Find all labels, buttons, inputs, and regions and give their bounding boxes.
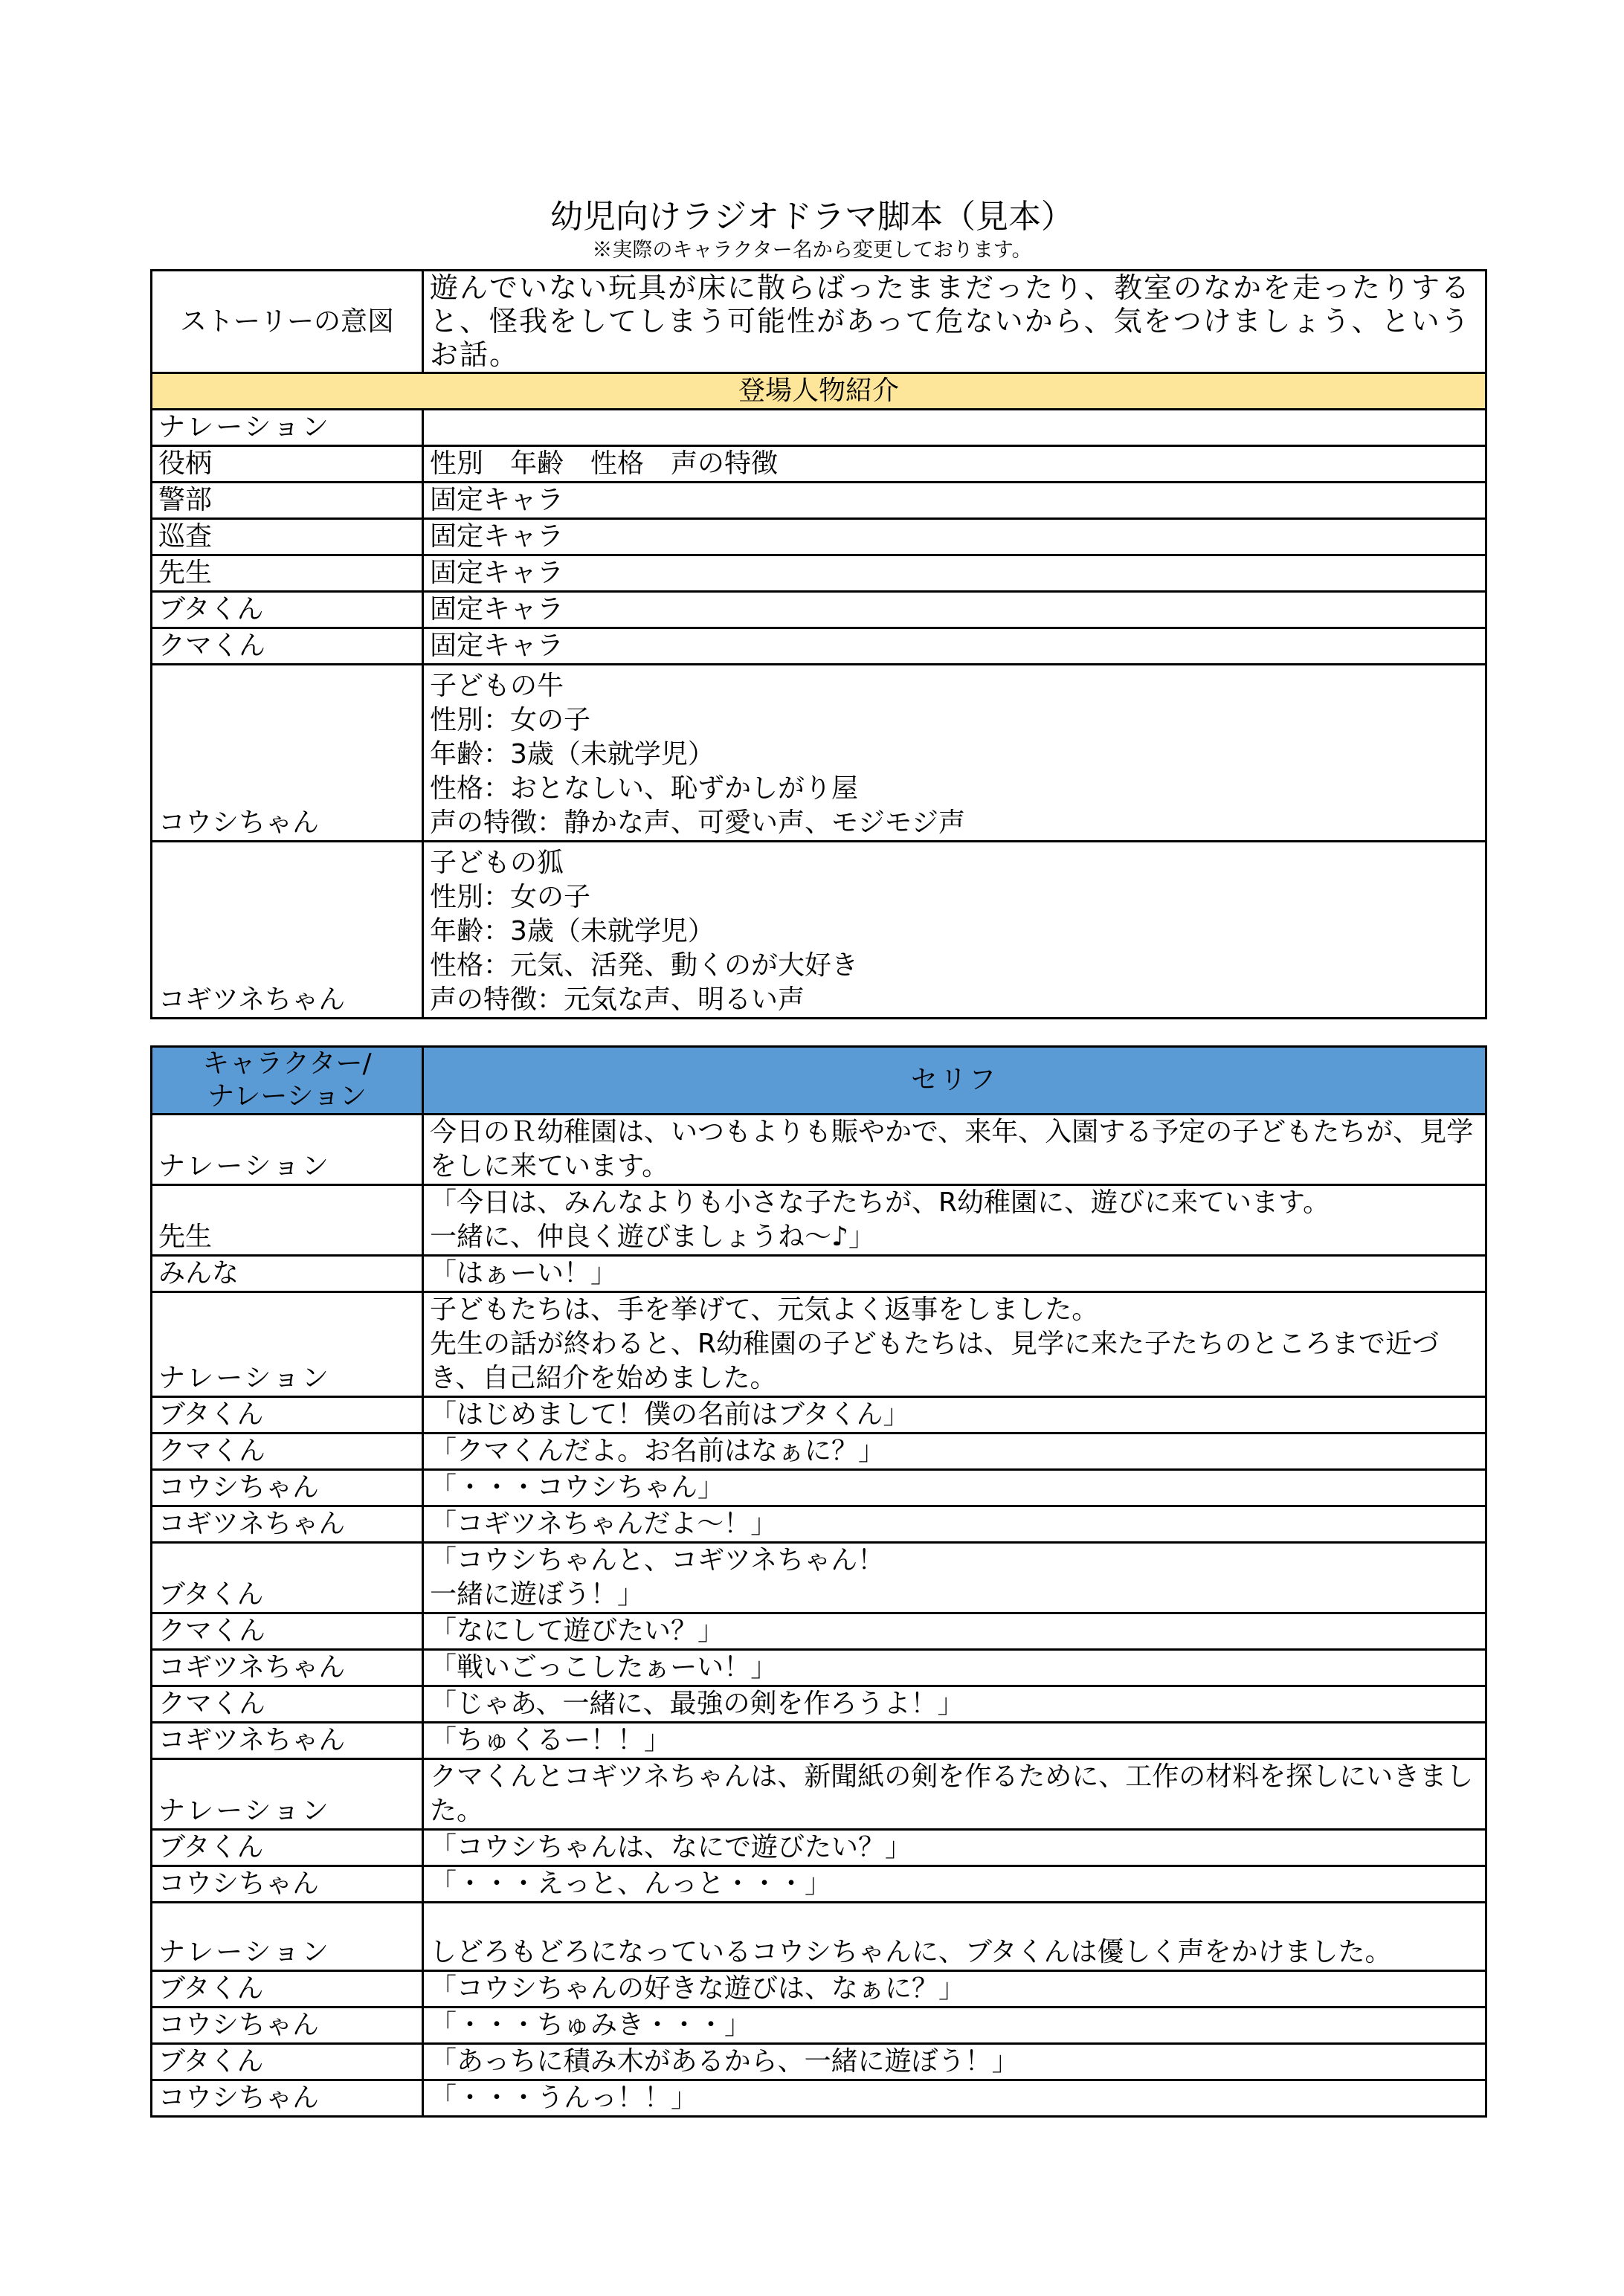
script-row bbox=[152, 1506, 1486, 1543]
section-header: 登場人物紹介 bbox=[152, 373, 1486, 410]
script-row bbox=[152, 2044, 1486, 2080]
line-text: 子どもたちは、手を挙げて、元気よく返事をしました。 先生の話が終わると、R幼稚園の子どもたちは、見学に来た子たちのところまで近づき、自己紹介を始めました。 bbox=[423, 1292, 1486, 1397]
line-text: 「コウシちゃんの好きな遊びは、なぁに？」 bbox=[423, 1971, 1486, 2008]
story-intent-label: ストーリーの意図 bbox=[152, 271, 423, 373]
page-title: 幼児向けラジオドラマ脚本（見本） bbox=[550, 198, 1074, 236]
line-text: 「ちゅくるー！！」 bbox=[423, 1723, 1486, 1759]
speaker: ブタくん bbox=[152, 1543, 423, 1613]
line-text: 「クマくんだよ。お名前はなぁに？」 bbox=[423, 1434, 1486, 1470]
character-profile-table bbox=[150, 269, 1487, 1019]
line-text: 「コウシちゃんは、なにで遊びたい？」 bbox=[423, 1830, 1486, 1866]
script-row bbox=[152, 1650, 1486, 1686]
narration-value bbox=[423, 410, 1486, 446]
character-row bbox=[152, 519, 1486, 555]
character-name: 警部 bbox=[152, 483, 423, 519]
speaker: ナレーション bbox=[152, 1292, 423, 1397]
line-text: 「あっちに積み木があるから、一緒に遊ぼう！」 bbox=[423, 2044, 1486, 2080]
character-row bbox=[152, 483, 1486, 519]
character-name: コギツネちゃん bbox=[152, 842, 423, 1019]
script-row bbox=[152, 1434, 1486, 1470]
speaker: コウシちゃん bbox=[152, 2008, 423, 2044]
line-text: 「はじめまして！僕の名前はブタくん」 bbox=[423, 1397, 1486, 1434]
line-text: 「・・・コウシちゃん」 bbox=[423, 1470, 1486, 1506]
line-text: 「戦いごっこしたぁーい！」 bbox=[423, 1650, 1486, 1686]
script-row bbox=[152, 1292, 1486, 1397]
line-text: 「コギツネちゃんだよ〜！」 bbox=[423, 1506, 1486, 1543]
narration-label: ナレーション bbox=[152, 410, 423, 446]
speaker: ブタくん bbox=[152, 1971, 423, 2008]
line-text: 「今日は、みんなよりも小さな子たちが、R幼稚園に、遊びに来ています。 一緒に、仲良く遊びましょうね〜♪」 bbox=[423, 1185, 1486, 1256]
narration-row bbox=[152, 410, 1486, 446]
script-row bbox=[152, 1470, 1486, 1506]
speaker: ブタくん bbox=[152, 2044, 423, 2080]
character-name: ブタくん bbox=[152, 592, 423, 628]
character-desc: 固定キャラ bbox=[423, 592, 1486, 628]
script-row bbox=[152, 2080, 1486, 2117]
script-row bbox=[152, 1397, 1486, 1434]
script-row bbox=[152, 1866, 1486, 1903]
character-column-header: キャラクター/ ナレーション bbox=[152, 1047, 423, 1115]
script-row bbox=[152, 1686, 1486, 1723]
speaker: クマくん bbox=[152, 1434, 423, 1470]
script-row bbox=[152, 1115, 1486, 1185]
line-text: 「じゃあ、一緒に、最強の剣を作ろうよ！」 bbox=[423, 1686, 1486, 1723]
character-name: クマくん bbox=[152, 628, 423, 665]
script-header-row bbox=[152, 1047, 1486, 1115]
speaker: コギツネちゃん bbox=[152, 1723, 423, 1759]
character-desc: 固定キャラ bbox=[423, 555, 1486, 592]
speaker: コギツネちゃん bbox=[152, 1650, 423, 1686]
line-text: 今日のＲ幼稚園は、いつもよりも賑やかで、来年、入園する予定の子どもたちが、見学をしに来ています。 bbox=[423, 1115, 1486, 1185]
script-row bbox=[152, 1256, 1486, 1292]
line-text: 「なにして遊びたい？」 bbox=[423, 1613, 1486, 1650]
line-text: 「・・・ちゅみき・・・」 bbox=[423, 2008, 1486, 2044]
speaker: クマくん bbox=[152, 1613, 423, 1650]
section-header-row bbox=[152, 373, 1486, 410]
script-row bbox=[152, 1830, 1486, 1866]
script-table bbox=[150, 1045, 1487, 2118]
line-column-header: セリフ bbox=[423, 1047, 1486, 1115]
line-text: 「コウシちゃんと、コギツネちゃん！ 一緒に遊ぼう！」 bbox=[423, 1543, 1486, 1613]
attributes-header: 性別 年齢 性格 声の特徴 bbox=[423, 446, 1486, 483]
character-desc: 子どもの狐 性別：女の子 年齢：3歳（未就学児） 性格：元気、活発、動くのが大好き 声の特徴：元気な声、明るい声 bbox=[423, 842, 1486, 1019]
character-row bbox=[152, 555, 1486, 592]
speaker: ナレーション bbox=[152, 1115, 423, 1185]
script-row bbox=[152, 2008, 1486, 2044]
speaker: コウシちゃん bbox=[152, 1470, 423, 1506]
page-subtitle: ※実際のキャラクター名から変更しております。 bbox=[592, 239, 1032, 262]
line-text: しどろもどろになっているコウシちゃんに、ブタくんは優しく声をかけました。 bbox=[423, 1903, 1486, 1971]
character-detail-row bbox=[152, 665, 1486, 842]
line-text: 「・・・うんっ！！」 bbox=[423, 2080, 1486, 2117]
script-row bbox=[152, 1759, 1486, 1830]
script-row bbox=[152, 1723, 1486, 1759]
script-row bbox=[152, 1971, 1486, 2008]
script-row bbox=[152, 1543, 1486, 1613]
speaker: コウシちゃん bbox=[152, 1866, 423, 1903]
speaker: コギツネちゃん bbox=[152, 1506, 423, 1543]
speaker: ブタくん bbox=[152, 1830, 423, 1866]
character-name: 先生 bbox=[152, 555, 423, 592]
script-row bbox=[152, 1613, 1486, 1650]
line-text: 「・・・えっと、んっと・・・」 bbox=[423, 1866, 1486, 1903]
story-intent-text: 遊んでいない玩具が床に散らばったままだったり、教室のなかを走ったりすると、怪我をしてしまう可能性があって危ないから、気をつけましょう、というお話。 bbox=[423, 271, 1486, 373]
character-desc: 固定キャラ bbox=[423, 483, 1486, 519]
story-intent-row bbox=[152, 271, 1486, 373]
speaker: コウシちゃん bbox=[152, 2080, 423, 2117]
speaker: ブタくん bbox=[152, 1397, 423, 1434]
character-name: 巡査 bbox=[152, 519, 423, 555]
character-row bbox=[152, 592, 1486, 628]
script-row bbox=[152, 1903, 1486, 1971]
character-detail-row bbox=[152, 842, 1486, 1019]
speaker: ナレーション bbox=[152, 1759, 423, 1830]
script-row bbox=[152, 1185, 1486, 1256]
character-desc: 固定キャラ bbox=[423, 628, 1486, 665]
line-text: 「はぁーい！」 bbox=[423, 1256, 1486, 1292]
line-text: クマくんとコギツネちゃんは、新聞紙の剣を作るために、工作の材料を探しにいきました。 bbox=[423, 1759, 1486, 1830]
character-desc: 固定キャラ bbox=[423, 519, 1486, 555]
role-header: 役柄 bbox=[152, 446, 423, 483]
speaker: 先生 bbox=[152, 1185, 423, 1256]
speaker: ナレーション bbox=[152, 1903, 423, 1971]
speaker: クマくん bbox=[152, 1686, 423, 1723]
character-desc: 子どもの牛 性別：女の子 年齢：3歳（未就学児） 性格：おとなしい、恥ずかしがり屋 声の特徴：静かな声、可愛い声、モジモジ声 bbox=[423, 665, 1486, 842]
speaker: みんな bbox=[152, 1256, 423, 1292]
character-name: コウシちゃん bbox=[152, 665, 423, 842]
attributes-header-row bbox=[152, 446, 1486, 483]
character-row bbox=[152, 628, 1486, 665]
